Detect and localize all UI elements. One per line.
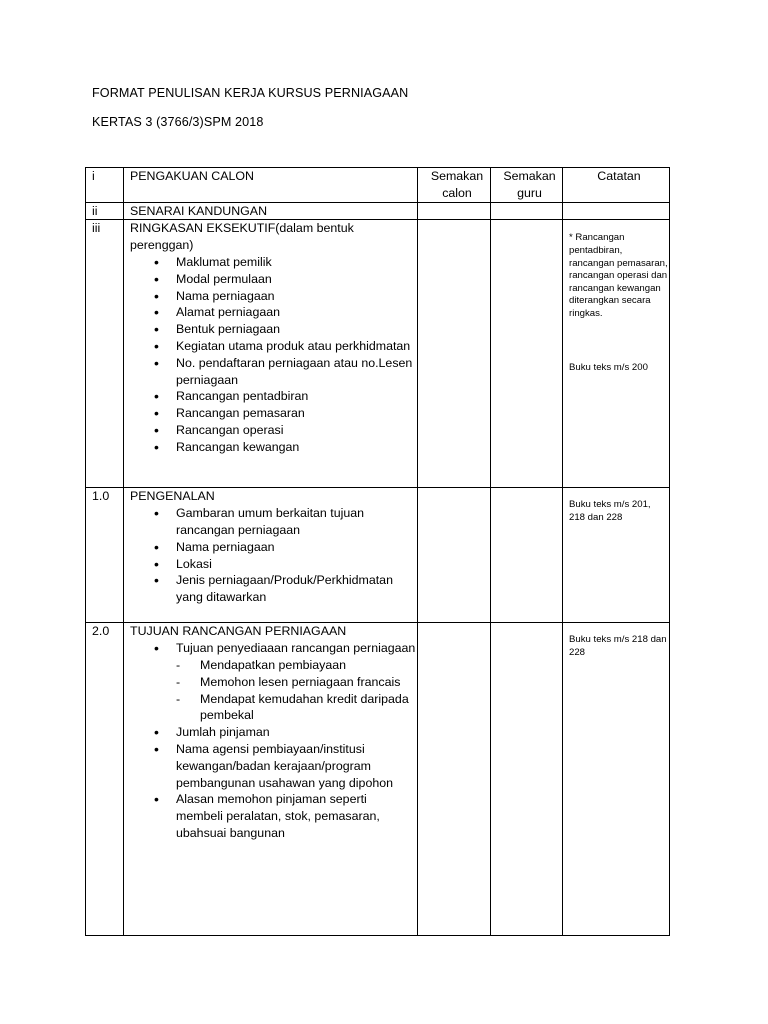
section-heading: PENGAKUAN CALON <box>124 168 418 203</box>
sub-list-item: - Memohon lesen perniagaan francais <box>176 674 417 691</box>
list-item: • Rancangan pentadbiran <box>130 388 417 405</box>
list-item <box>130 640 417 724</box>
list-item: • Nama perniagaan <box>130 288 417 305</box>
list-item: • Modal permulaan <box>130 271 417 288</box>
list-item: • Alamat perniagaan <box>130 304 417 321</box>
semakan-calon-cell[interactable] <box>418 623 491 936</box>
checklist-table <box>85 167 670 936</box>
semakan-calon-cell[interactable] <box>418 220 491 488</box>
table-row <box>86 623 670 936</box>
semakan-guru-cell[interactable] <box>491 202 563 220</box>
catatan-cell <box>563 488 670 623</box>
sub-list-item: - Mendapat kemudahan kredit daripada pembekal <box>176 691 417 725</box>
list-item: • Lokasi <box>130 556 417 573</box>
bullet-list <box>130 254 417 456</box>
section-heading: RINGKASAN EKSEKUTIF(dalam bentuk perenggan) <box>130 221 354 253</box>
note-reference: Buku teks m/s 200 <box>569 361 648 373</box>
list-item: • Alasan memohon pinjaman seperti membeli peralatan, stok, pemasaran, ubahsuai bangunan <box>130 791 417 841</box>
dash-list <box>176 657 417 724</box>
section-content <box>124 220 418 488</box>
section-heading: SENARAI KANDUNGAN <box>124 202 418 220</box>
column-header-semakan-guru: Semakan guru <box>491 168 563 203</box>
list-item: • Rancangan operasi <box>130 422 417 439</box>
list-item: • Jenis perniagaan/Produk/Perkhidmatan yang ditawarkan <box>130 572 417 606</box>
list-item: • Nama perniagaan <box>130 539 417 556</box>
table-row <box>86 202 670 220</box>
section-content <box>124 488 418 623</box>
note-text: * Rancangan pentadbiran, rancangan pemasaran, rancangan operasi dan rancangan kewangan diterangkan secara ringkas. <box>569 232 668 319</box>
table-row <box>86 220 670 488</box>
note-reference: Buku teks m/s 201, 218 dan 228 <box>569 499 651 523</box>
sub-list-item: - Mendapatkan pembiayaan <box>176 657 417 674</box>
list-item: • Kegiatan utama produk atau perkhidmatan <box>130 338 417 355</box>
bullet-list <box>130 505 417 606</box>
list-item: • Bentuk perniagaan <box>130 321 417 338</box>
list-item: • No. pendaftaran perniagaan atau no.Lesen perniagaan <box>130 355 417 389</box>
row-number: i <box>86 168 124 203</box>
note-reference: Buku teks m/s 218 dan 228 <box>569 634 667 658</box>
table-row <box>86 488 670 623</box>
catatan-cell <box>563 202 670 220</box>
semakan-guru-cell[interactable] <box>491 220 563 488</box>
semakan-guru-cell[interactable] <box>491 623 563 936</box>
list-item: • Nama agensi pembiayaan/institusi kewangan/badan kerajaan/program pembangunan usahawan yang dipohon <box>130 741 417 791</box>
column-header-semakan-calon: Semakan calon <box>418 168 491 203</box>
list-item-text: Tujuan penyediaaan rancangan perniagaan <box>176 641 416 656</box>
row-number: 2.0 <box>86 623 124 936</box>
catatan-cell <box>563 623 670 936</box>
list-item: • Jumlah pinjaman <box>130 724 417 741</box>
semakan-guru-cell[interactable] <box>491 488 563 623</box>
document-subtitle: KERTAS 3 (3766/3)SPM 2018 <box>92 115 264 129</box>
section-heading: TUJUAN RANCANGAN PERNIAGAAN <box>130 624 347 639</box>
row-number: ii <box>86 202 124 220</box>
row-number: iii <box>86 220 124 488</box>
column-header-catatan: Catatan <box>563 168 670 203</box>
semakan-calon-cell[interactable] <box>418 488 491 623</box>
list-item: • Rancangan pemasaran <box>130 405 417 422</box>
list-item: • Maklumat pemilik <box>130 254 417 271</box>
section-content <box>124 623 418 936</box>
catatan-cell <box>563 220 670 488</box>
bullet-list <box>130 640 417 842</box>
list-item: • Gambaran umum berkaitan tujuan rancangan perniagaan <box>130 505 417 539</box>
semakan-calon-cell[interactable] <box>418 202 491 220</box>
table-header-row <box>86 168 670 203</box>
document-title: FORMAT PENULISAN KERJA KURSUS PERNIAGAAN <box>92 86 409 100</box>
row-number: 1.0 <box>86 488 124 623</box>
section-heading: PENGENALAN <box>130 489 215 504</box>
list-item: • Rancangan kewangan <box>130 439 417 456</box>
